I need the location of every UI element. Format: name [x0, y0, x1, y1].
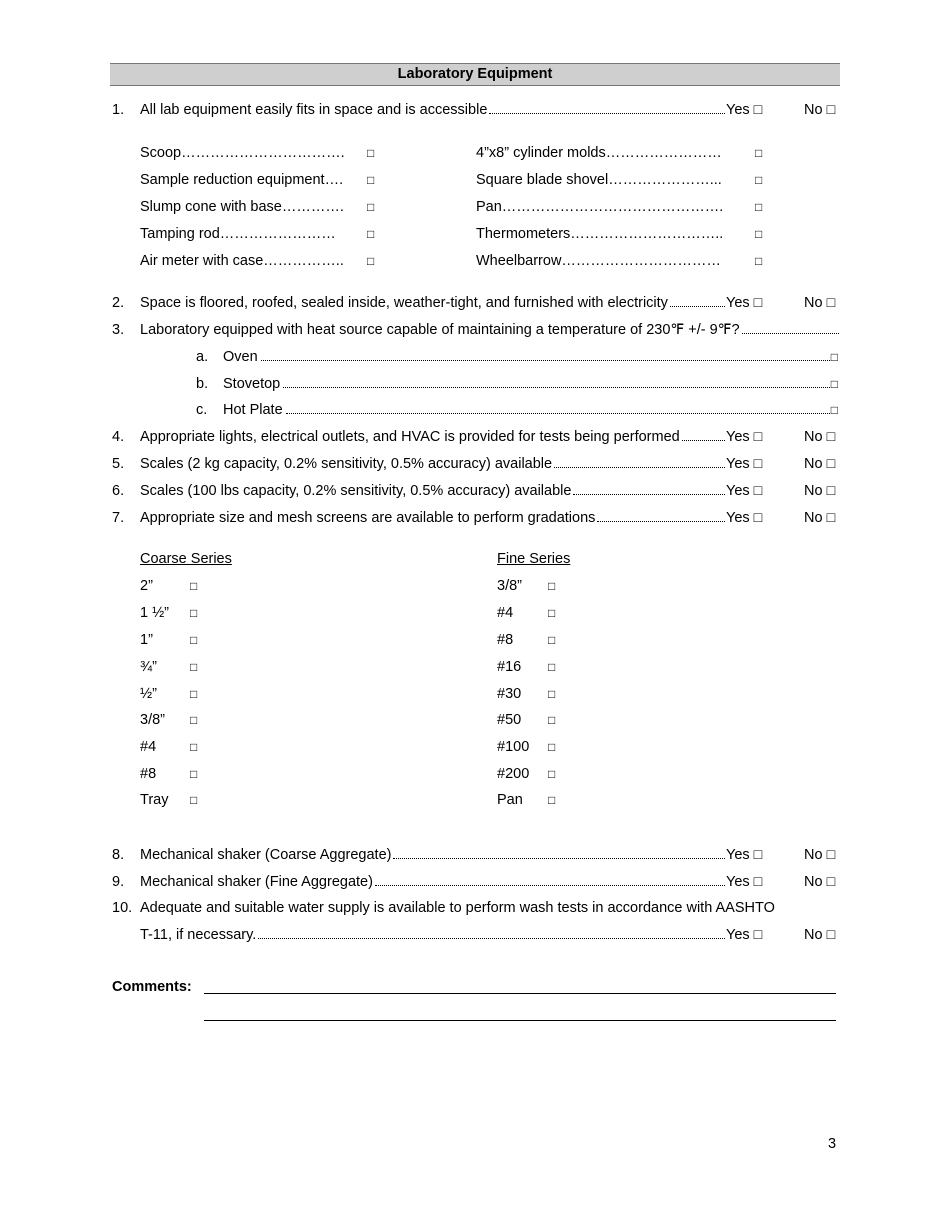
sieve-label: 1” [140, 632, 153, 648]
yes-checkbox[interactable]: Yes □ [726, 456, 763, 472]
sub-letter: a. [196, 349, 209, 365]
yes-checkbox[interactable]: Yes □ [726, 483, 763, 499]
equipment-item: 4”x8” cylinder molds…………………… [476, 145, 722, 161]
sieve-checkbox[interactable]: □ [548, 633, 556, 647]
fine-series-title: Fine Series [497, 551, 571, 567]
page-number: 3 [828, 1136, 837, 1152]
dot-leader [670, 305, 725, 307]
section-title: Laboratory Equipment [397, 66, 553, 82]
sieve-label: #4 [140, 739, 157, 755]
sieve-label: #200 [497, 766, 530, 782]
sieve-label: #30 [497, 686, 522, 702]
coarse-series-title: Coarse Series [140, 551, 232, 567]
no-checkbox[interactable]: No □ [804, 456, 836, 472]
question-number: 1. [112, 102, 125, 118]
question-text: Adequate and suitable water supply is available to perform wash tests in accordance with AASHTO [140, 900, 775, 916]
sieve-checkbox[interactable]: □ [548, 740, 556, 754]
no-checkbox[interactable]: No □ [804, 295, 836, 311]
question-text: Appropriate size and mesh screens are available to perform gradations [140, 510, 596, 526]
question-text: Laboratory equipped with heat source capable of maintaining a temperature of 230℉ +/- 9℉? [140, 322, 740, 338]
dot-leader [489, 112, 725, 114]
q3-sub-oven [196, 347, 838, 367]
dot-leader [258, 937, 725, 939]
sub-checkbox[interactable]: □ [830, 377, 838, 391]
sieve-label: #100 [497, 739, 530, 755]
sieve-checkbox[interactable]: □ [190, 606, 198, 620]
question-9 [112, 872, 840, 892]
equipment-item: Tamping rod…………………… [140, 226, 336, 242]
question-text: Appropriate lights, electrical outlets, and HVAC is provided for tests being performed [140, 429, 680, 445]
sieve-label: #50 [497, 712, 522, 728]
yes-checkbox[interactable]: Yes □ [726, 874, 763, 890]
sieve-label: Tray [140, 792, 169, 808]
question-text: Mechanical shaker (Fine Aggregate) [140, 874, 373, 890]
equipment-checkbox[interactable]: □ [755, 227, 763, 241]
equipment-checkbox[interactable]: □ [367, 254, 375, 268]
sieve-checkbox[interactable]: □ [190, 579, 198, 593]
no-checkbox[interactable]: No □ [804, 847, 836, 863]
question-number: 8. [112, 847, 125, 863]
question-6 [112, 481, 840, 501]
dot-leader [742, 332, 839, 334]
sieve-label: #16 [497, 659, 522, 675]
question-4 [112, 427, 840, 447]
equipment-checkbox[interactable]: □ [367, 227, 375, 241]
sub-checkbox[interactable]: □ [830, 350, 838, 364]
question-number: 6. [112, 483, 125, 499]
question-number: 10. [112, 900, 133, 916]
question-number: 9. [112, 874, 125, 890]
comment-line-1[interactable] [204, 993, 836, 994]
no-checkbox[interactable]: No □ [804, 874, 836, 890]
sieve-checkbox[interactable]: □ [548, 579, 556, 593]
equipment-item: Sample reduction equipment…. [140, 172, 344, 188]
question-text: Scales (2 kg capacity, 0.2% sensitivity, 0.5% accuracy) available [140, 456, 553, 472]
yes-checkbox[interactable]: Yes □ [726, 102, 763, 118]
dot-leader [573, 493, 725, 495]
yes-checkbox[interactable]: Yes □ [726, 295, 763, 311]
yes-checkbox[interactable]: Yes □ [726, 927, 763, 943]
equipment-checkbox[interactable]: □ [755, 146, 763, 160]
dot-leader [682, 439, 725, 441]
question-number: 3. [112, 322, 125, 338]
sieve-checkbox[interactable]: □ [548, 606, 556, 620]
equipment-item: Pan………………………………………. [476, 199, 724, 215]
equipment-item: Square blade shovel…………………... [476, 172, 722, 188]
no-checkbox[interactable]: No □ [804, 429, 836, 445]
sieve-checkbox[interactable]: □ [190, 687, 198, 701]
dot-leader [375, 884, 725, 886]
dot-leader [393, 857, 725, 859]
question-3 [112, 320, 840, 340]
sieve-checkbox[interactable]: □ [190, 660, 198, 674]
question-text: T-11, if necessary. [140, 927, 257, 943]
equipment-item: Thermometers………………………….. [476, 226, 724, 242]
sieve-label: #8 [497, 632, 514, 648]
dot-leader [554, 466, 725, 468]
question-text: All lab equipment easily fits in space and is accessible [140, 102, 488, 118]
question-2 [112, 293, 840, 313]
sieve-label: 2” [140, 578, 153, 594]
sieve-checkbox[interactable]: □ [190, 713, 198, 727]
sub-letter: b. [196, 376, 209, 392]
dot-leader [597, 520, 725, 522]
equipment-item: Slump cone with base…………. [140, 199, 344, 215]
no-checkbox[interactable]: No □ [804, 927, 836, 943]
sieve-label: #8 [140, 766, 157, 782]
sieve-label: ½” [140, 686, 157, 702]
sieve-label: 3/8” [140, 712, 165, 728]
equipment-checkbox[interactable]: □ [755, 173, 763, 187]
question-1 [112, 100, 840, 120]
sieve-checkbox[interactable]: □ [548, 793, 556, 807]
yes-checkbox[interactable]: Yes □ [726, 510, 763, 526]
question-5 [112, 454, 840, 474]
equipment-checkbox[interactable]: □ [367, 173, 375, 187]
question-text: Mechanical shaker (Coarse Aggregate) [140, 847, 392, 863]
question-8 [112, 845, 840, 865]
sub-text: Oven [223, 349, 258, 365]
dot-leader [283, 386, 830, 388]
yes-checkbox[interactable]: Yes □ [726, 429, 763, 445]
sub-checkbox[interactable]: □ [830, 403, 838, 417]
no-checkbox[interactable]: No □ [804, 102, 836, 118]
dot-leader [286, 412, 830, 414]
section-header [110, 63, 840, 86]
question-text: Space is floored, roofed, sealed inside, weather-tight, and furnished with electricity [140, 295, 668, 311]
question-10-continued [112, 925, 840, 945]
sieve-checkbox[interactable]: □ [548, 687, 556, 701]
question-number: 2. [112, 295, 125, 311]
no-checkbox[interactable]: No □ [804, 510, 836, 526]
comment-line-2[interactable] [204, 1020, 836, 1021]
comments-label: Comments: [112, 979, 192, 995]
equipment-checkbox[interactable]: □ [755, 200, 763, 214]
question-7 [112, 508, 840, 528]
equipment-item: Air meter with case…………….. [140, 253, 344, 269]
q3-sub-stovetop [196, 374, 838, 394]
dot-leader [261, 359, 830, 361]
equipment-checkbox[interactable]: □ [755, 254, 763, 268]
sieve-label: Pan [497, 792, 523, 808]
sieve-checkbox[interactable]: □ [190, 633, 198, 647]
sub-text: Stovetop [223, 376, 281, 392]
equipment-checkbox[interactable]: □ [367, 200, 375, 214]
sieve-checkbox[interactable]: □ [190, 793, 198, 807]
sieve-checkbox[interactable]: □ [548, 767, 556, 781]
equipment-checkbox[interactable]: □ [367, 146, 375, 160]
sieve-checkbox[interactable]: □ [548, 660, 556, 674]
sieve-checkbox[interactable]: □ [190, 740, 198, 754]
q3-sub-hot-plate [196, 400, 838, 420]
sieve-checkbox[interactable]: □ [190, 767, 198, 781]
question-number: 5. [112, 456, 125, 472]
sieve-label: 1 ½” [140, 605, 170, 621]
equipment-item: Wheelbarrow…………………………… [476, 253, 721, 269]
yes-checkbox[interactable]: Yes □ [726, 847, 763, 863]
no-checkbox[interactable]: No □ [804, 483, 836, 499]
question-10 [112, 898, 840, 918]
question-text: Scales (100 lbs capacity, 0.2% sensitivity, 0.5% accuracy) available [140, 483, 572, 499]
sub-letter: c. [196, 402, 208, 418]
sieve-checkbox[interactable]: □ [548, 713, 556, 727]
question-number: 4. [112, 429, 125, 445]
sieve-label: #4 [497, 605, 514, 621]
sieve-label: 3/8” [497, 578, 522, 594]
question-number: 7. [112, 510, 125, 526]
sieve-label: ¾” [140, 659, 157, 675]
sub-text: Hot Plate [223, 402, 283, 418]
equipment-item: Scoop……………………………. [140, 145, 345, 161]
